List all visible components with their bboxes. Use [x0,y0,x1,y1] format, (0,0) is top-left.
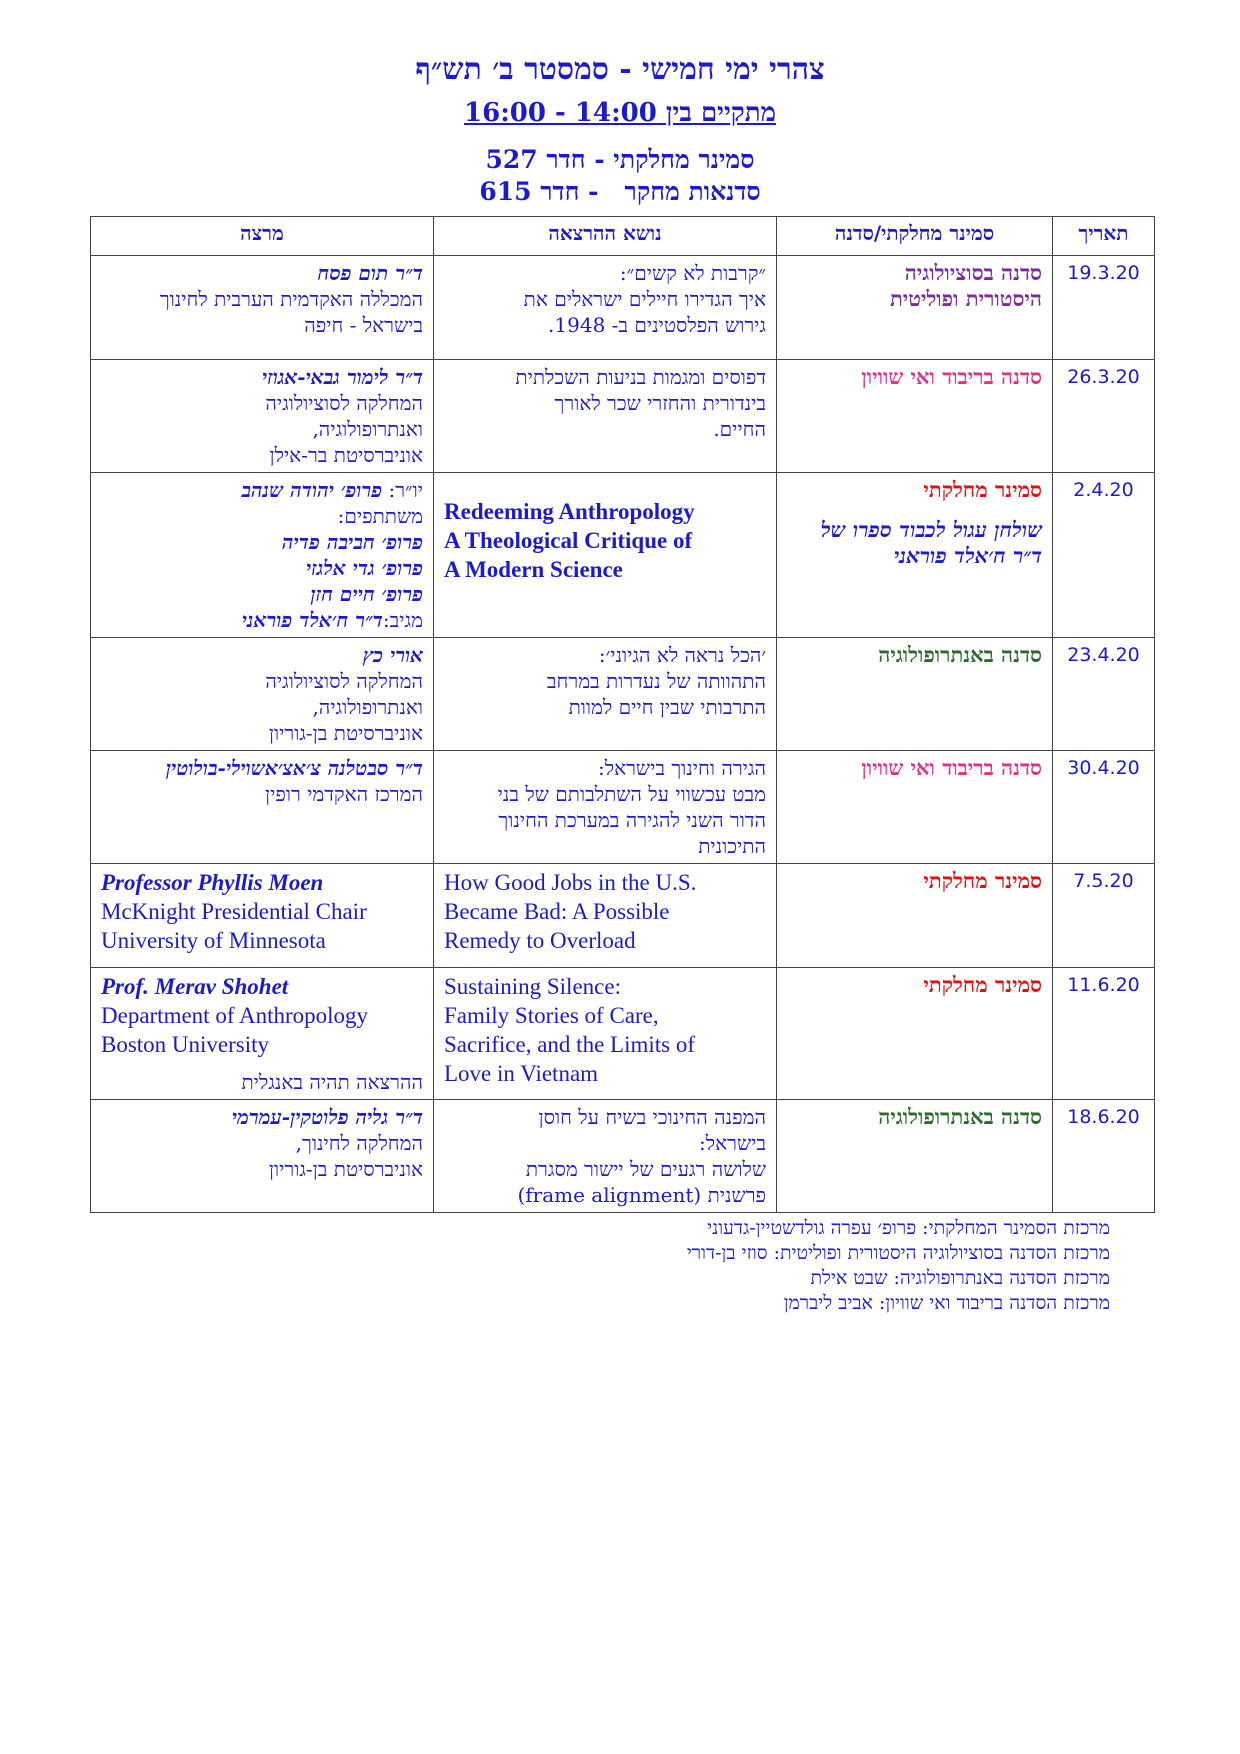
room-workshops: סדנאות מחקר - חדר 615 [479,177,761,206]
seminar-subtitle-line: שולחן עגול לכבוד ספרו של [820,517,1042,542]
topic-line: התיכונית [698,834,766,858]
cell-topic [434,1100,777,1213]
lecturer-affiliation: אוניברסיטת בר-אילן [269,443,423,467]
cell-seminar [777,751,1053,864]
coordinator-line: מרכזת הסדנה באנתרופולוגיה: שבט אילת [810,1267,1110,1289]
table-row [91,864,1155,968]
header-date: תאריך [1053,217,1155,256]
cell-topic [434,968,777,1100]
seminar-name: היסטורית ופוליטית [889,286,1042,311]
topic-line: איך הגדירו חיילים ישראלים את [523,287,766,311]
seminar-name: סדנה בריבוד ואי שוויון [861,755,1042,780]
topic-line: פרשנית (frame alignment) [517,1183,766,1207]
lecturer-name: ד״ר גליה פלוטקין-עמרמי [231,1105,423,1129]
panel-respondent-name: ד״ר ח׳אלד פוראני [241,608,383,632]
table-row [91,1100,1155,1213]
topic-line: ׳הכל נראה לא הגיוני׳: [598,643,766,667]
topic-line: Sustaining Silence: [444,974,621,999]
lecturer-affiliation: Department of Anthropology [101,1003,369,1028]
topic-line: Sacrifice, and the Limits of [444,1032,696,1057]
lecturer-affiliation: המחלקה לסוציולוגיה [265,391,423,415]
lecturer-name: Professor Phyllis Moen [101,870,324,895]
cell-date: 7.5.20 [1053,864,1155,968]
topic-line: מבט עכשווי על השתלבותם של בני [497,782,766,806]
cell-seminar [777,638,1053,751]
seminar-name: סמינר מחלקתי [923,868,1042,893]
cell-seminar [777,968,1053,1100]
cell-lecturer [91,256,434,360]
seminar-name: סדנה באנתרופולוגיה [878,642,1042,667]
cell-lecturer [91,864,434,968]
table-row [91,473,1155,638]
lecturer-affiliation: המחלקה לסוציולוגיה [265,669,423,693]
table-row [91,360,1155,473]
seminar-name: סדנה בריבוד ואי שוויון [861,364,1042,389]
topic-english [444,868,766,955]
lecturer-affiliation: Boston University [101,1032,270,1057]
panel-respondent-label: מגיב: [382,608,423,632]
room-seminar: סמינר מחלקתי - חדר 527 [485,145,755,174]
seminar-name: סדנה בסוציולוגיה [904,260,1042,285]
cell-topic [434,473,777,638]
cell-seminar [777,473,1053,638]
topic-line: בינדורית והחזרי שכר לאורך [554,391,766,415]
topic-line: גירוש הפלסטינים ב- 1948. [548,313,766,337]
lecturer-affiliation: אוניברסיטת בן-גוריון [268,1157,423,1181]
seminar-name: סמינר מחלקתי [923,477,1042,502]
panel-participant: פרופ׳ חביבה פדיה [281,530,423,554]
cell-seminar [777,256,1053,360]
panel-participant: פרופ׳ חיים חזן [310,582,423,606]
coordinator-line: מרכזת הסדנה בריבוד ואי שוויון: אביב ליברמן [783,1292,1110,1314]
seminar-name: סמינר מחלקתי [923,972,1042,997]
panel-participants-label: משתתפים: [337,504,423,528]
topic-line: Redeeming Anthropology [444,499,695,524]
panel-respondent [101,607,423,633]
cell-date: 26.3.20 [1053,360,1155,473]
lecturer-name: אורי כץ [362,643,423,667]
topic-line: התהוותה של נעדרות במרחב [546,669,766,693]
topic-line: בישראל: [699,1131,766,1155]
lecturer-affiliation: אוניברסיטת בן-גוריון [268,721,423,745]
cell-topic [434,864,777,968]
coordinators-footer [687,1216,1110,1316]
table-header-row [91,217,1155,256]
cell-topic [434,256,777,360]
topic-line: הדור השני להגירה במערכת החינוך [498,808,766,832]
lecturer-english [101,868,423,955]
coordinator-line: מרכזת הסמינר המחלקתי: פרופ׳ עפרה גולדשטיין-גדעוני [707,1217,1110,1239]
cell-lecturer [91,751,434,864]
panel-chair-label: יו״ר: [388,478,423,502]
cell-seminar [777,1100,1053,1213]
lecturer-affiliation: המחלקה לחינוך, [295,1131,423,1155]
topic-line: Became Bad: A Possible [444,899,670,924]
topic-line: Love in Vietnam [444,1061,599,1086]
rooms-block [0,144,1240,208]
header-seminar: סמינר מחלקתי/סדנה [777,217,1053,256]
topic-line: הגירה וחינוך בישראל: [598,756,766,780]
schedule-table [90,216,1155,1213]
lecturer-affiliation: המרכז האקדמי רופין [265,782,423,806]
topic-english [444,497,766,584]
seminar-subtitle-line: ד״ר ח׳אלד פוראני [893,543,1042,568]
table-row [91,638,1155,751]
topic-line: How Good Jobs in the U.S. [444,870,697,895]
lecturer-affiliation: ואנתרופולוגיה, [312,417,423,441]
topic-line: דפוסים ומגמות בניעות השכלתית [515,365,766,389]
lecturer-language-note: ההרצאה תהיה באנגלית [241,1070,423,1094]
topic-line: החיים. [713,417,766,441]
topic-line: המפנה החינוכי בשיח על חוסן [538,1105,766,1129]
cell-topic [434,360,777,473]
cell-seminar [777,360,1053,473]
cell-topic [434,751,777,864]
cell-lecturer [91,1100,434,1213]
cell-seminar [777,864,1053,968]
topic-line: A Modern Science [444,557,623,582]
hours-line: מתקיים בין 14:00 - 16:00 [464,98,776,128]
cell-date: 23.4.20 [1053,638,1155,751]
lecturer-affiliation: McKnight Presidential Chair [101,899,367,924]
cell-date: 11.6.20 [1053,968,1155,1100]
panel-chair-name: פרופ׳ יהודה שנהב [241,478,383,502]
coordinator-line: מרכזת הסדנה בסוציולוגיה היסטורית ופוליטית: סוזי בן-דורי [686,1242,1110,1264]
seminar-subtitle [787,517,1042,569]
cell-date: 19.3.20 [1053,256,1155,360]
header-lecturer: מרצה [91,217,434,256]
lecturer-name: ד״ר תום פסח [317,261,423,285]
cell-lecturer [91,968,434,1100]
topic-line: Family Stories of Care, [444,1003,659,1028]
cell-lecturer [91,473,434,638]
lecturer-affiliation: ואנתרופולוגיה, [312,695,423,719]
lecturer-affiliation: University of Minnesota [101,928,326,953]
lecturer-name: ד״ר סבטלנה צ׳אצ׳אשוילי-בולוטין [165,756,423,780]
table-row [91,256,1155,360]
cell-topic [434,638,777,751]
header-topic: נושא ההרצאה [434,217,777,256]
lecturer-name: Prof. Merav Shohet [101,974,289,999]
topic-english [444,972,766,1088]
lecturer-name: ד״ר לימור גבאי-אגוזי [261,365,423,389]
lecturer-affiliation: בישראל - חיפה [304,313,423,337]
cell-date: 30.4.20 [1053,751,1155,864]
topic-line: ״קרבות לא קשים״: [619,261,766,285]
cell-lecturer [91,360,434,473]
cell-date: 2.4.20 [1053,473,1155,638]
panel-chair [101,477,423,503]
topic-line: Remedy to Overload [444,928,636,953]
lecturer-affiliation: המכללה האקדמית הערבית לחינוך [159,287,423,311]
panel-participant: פרופ׳ גדי אלגזי [305,556,423,580]
seminar-name: סדנה באנתרופולוגיה [878,1104,1042,1129]
cell-date: 18.6.20 [1053,1100,1155,1213]
topic-line: שלושה רגעים של יישור מסגרת [525,1157,766,1181]
cell-lecturer [91,638,434,751]
table-row [91,968,1155,1100]
page-title: צהרי ימי חמישי - סמסטר ב׳ תש״ף [415,52,825,87]
lecturer-english [101,972,423,1059]
table-row [91,751,1155,864]
topic-line: התרבותי שבין חיים למוות [568,695,766,719]
topic-line: A Theological Critique of [444,528,693,553]
